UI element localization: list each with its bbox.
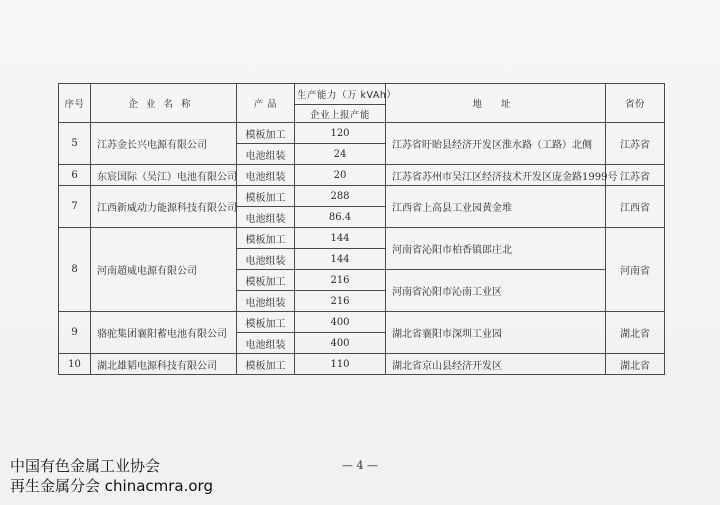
row-capacity: 144 xyxy=(295,249,386,270)
table-row xyxy=(59,186,665,207)
row-seq: 10 xyxy=(59,354,91,375)
row-capacity: 144 xyxy=(295,228,386,249)
row-capacity: 400 xyxy=(295,333,386,354)
row-company: 江苏金长兴电源有限公司 xyxy=(91,123,237,165)
row-address: 江苏省苏州市吴江区经济技术开发区庞金路1999号 xyxy=(386,165,606,186)
watermark-line-2: 再生金属分会 chinacmra.org xyxy=(10,477,213,495)
row-capacity: 216 xyxy=(295,291,386,312)
row-province: 湖北省 xyxy=(606,354,665,375)
row-province: 江苏省 xyxy=(606,165,665,186)
row-seq: 5 xyxy=(59,123,91,165)
table-row xyxy=(59,228,665,249)
row-company: 骆驼集团襄阳蓄电池有限公司 xyxy=(91,312,237,354)
row-seq: 9 xyxy=(59,312,91,354)
row-product: 模板加工 xyxy=(237,186,295,207)
row-product: 模板加工 xyxy=(237,228,295,249)
row-province: 湖北省 xyxy=(606,312,665,354)
row-capacity: 216 xyxy=(295,270,386,291)
page-number: — 4 — xyxy=(342,459,378,472)
row-company: 湖北雄韬电源科技有限公司 xyxy=(91,354,237,375)
row-product: 模板加工 xyxy=(237,123,295,144)
row-capacity: 110 xyxy=(295,354,386,375)
row-company: 江西新威动力能源科技有限公司 xyxy=(91,186,237,228)
watermark-line-1: 中国有色金属工业协会 xyxy=(10,457,161,475)
header-address: 地 址 xyxy=(386,84,606,123)
table-row xyxy=(59,312,665,333)
row-product: 电池组装 xyxy=(237,165,295,186)
row-capacity: 120 xyxy=(295,123,386,144)
header-company: 企业名称 xyxy=(91,84,237,123)
row-address: 江苏省盱眙县经济开发区淮水路（工路）北侧 xyxy=(386,123,606,165)
row-address: 河南省沁阳市柏香镇郎庄北 xyxy=(386,228,606,270)
table-row xyxy=(59,354,665,375)
row-product: 模板加工 xyxy=(237,270,295,291)
row-province: 江西省 xyxy=(606,186,665,228)
row-product: 电池组装 xyxy=(237,207,295,228)
header-product: 产 品 xyxy=(237,84,295,123)
row-capacity: 86.4 xyxy=(295,207,386,228)
header-row xyxy=(59,84,665,105)
watermark xyxy=(10,456,213,496)
row-capacity: 20 xyxy=(295,165,386,186)
header-capacity: 生产能力（万 kVAh） xyxy=(295,84,386,105)
row-province: 河南省 xyxy=(606,228,665,312)
row-company: 东宸国际（吴江）电池有限公司 xyxy=(91,165,237,186)
row-address: 江西省上高县工业园黄金堆 xyxy=(386,186,606,228)
table-row xyxy=(59,123,665,144)
row-company: 河南超威电源有限公司 xyxy=(91,228,237,312)
row-product: 电池组装 xyxy=(237,144,295,165)
row-province: 江苏省 xyxy=(606,123,665,165)
row-product: 模板加工 xyxy=(237,312,295,333)
row-product: 电池组装 xyxy=(237,291,295,312)
row-capacity: 400 xyxy=(295,312,386,333)
row-product: 电池组装 xyxy=(237,333,295,354)
header-seq: 序号 xyxy=(59,84,91,123)
table-row xyxy=(59,165,665,186)
row-product: 电池组装 xyxy=(237,249,295,270)
row-address: 湖北省襄阳市深圳工业园 xyxy=(386,312,606,354)
row-seq: 8 xyxy=(59,228,91,312)
row-address: 河南省沁阳市沁南工业区 xyxy=(386,270,606,312)
row-capacity: 24 xyxy=(295,144,386,165)
row-product: 模板加工 xyxy=(237,354,295,375)
enterprise-table xyxy=(58,83,665,375)
row-capacity: 288 xyxy=(295,186,386,207)
header-province: 省份 xyxy=(606,84,665,123)
row-address: 湖北省京山县经济开发区 xyxy=(386,354,606,375)
header-capacity-sub: 企业上报产能 xyxy=(295,105,386,123)
row-seq: 6 xyxy=(59,165,91,186)
row-seq: 7 xyxy=(59,186,91,228)
